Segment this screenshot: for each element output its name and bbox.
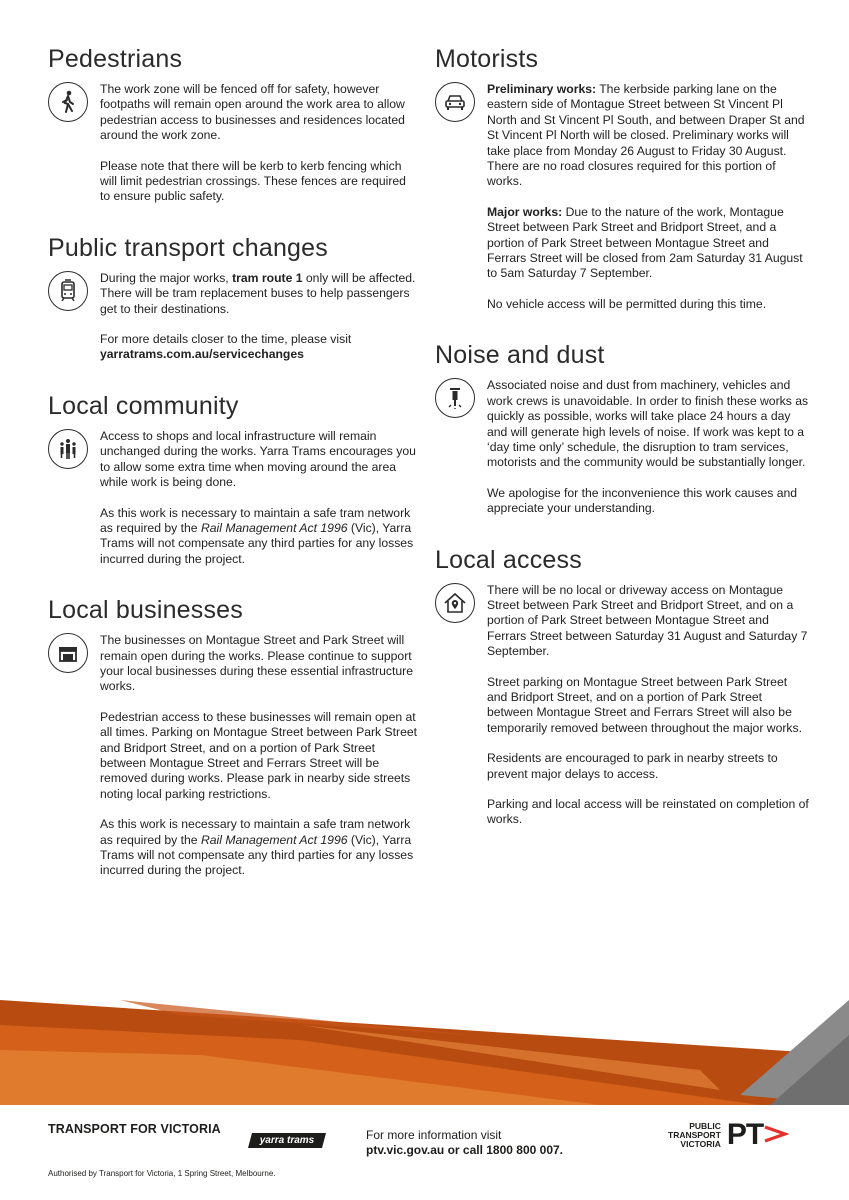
yarra-trams-logo: yarra trams	[248, 1133, 326, 1148]
paragraph: We apologise for the inconvenience this work causes and appreciate your understanding.	[487, 485, 798, 516]
decorative-band	[0, 995, 849, 1105]
paragraph: Major works: Due to the nature of the work, Montague Street between Park Street and Bridport Street, and a portion of Park Street between Montague Street and Ferrars Street will be closed from 2am Saturday 31 August to 5am Saturday 7 September.	[487, 204, 803, 281]
paragraph: During the major works, tram route 1 only will be affected. There will be tram replacement buses to help passengers get to their destinations.	[100, 270, 416, 316]
paragraph: Preliminary works: The kerbside parking lane on the eastern side of Montague Street between St Vincent Pl North and St Vincent Pl South, and between Draper St and St Vincent Pl North will be closed. Preliminary works will take place from Monday 26 August to Friday 30 August. There are no road closures required for this portion of works.	[487, 82, 805, 189]
contact-link[interactable]: ptv.vic.gov.au or call 1800 800 007.	[366, 1143, 563, 1157]
left-column	[48, 44, 418, 907]
paragraph: Please note that there will be kerb to kerb fencing which will limit pedestrian crossings. These fences are required to ensure public safety.	[100, 158, 406, 204]
local-community-section	[48, 391, 418, 567]
paragraph: Associated noise and dust from machinery, vehicles and work crews is unavoidable. In order to finish these works as quickly as possible, works will take place 24 hours a day and will generate high levels of noise. If work was kept to a ‘day time only’ schedule, the disruption to tram services, motorists and the community would be substantially longer.	[487, 378, 809, 470]
paragraph: Parking and local access will be reinstated on completion of works.	[487, 797, 809, 827]
paragraph: For more details closer to the time, please visit yarratrams.com.au/servicechanges	[100, 332, 352, 362]
shop-icon	[48, 633, 88, 673]
noise-dust-section	[435, 340, 810, 516]
transport-for-victoria-logo: TRANSPORT FOR VICTORIA	[48, 1122, 221, 1136]
pedestrians-section	[48, 44, 418, 205]
section-title: Local businesses	[48, 596, 243, 625]
section-title: Motorists	[435, 45, 539, 73]
paragraph: Pedestrian access to these businesses will remain open at all times. Parking on Montague Street between Park Street and Bridport Street, and on a portion of Park Street between Montague Street and Ferrars Street will be removed during works. Please park in nearby side streets noting local parking restrictions.	[100, 709, 418, 801]
paragraph: No vehicle access will be permitted during this time.	[487, 296, 767, 311]
ptv-logo: PUBLIC TRANSPORT VICTORIA PT	[668, 1118, 789, 1152]
paragraph: There will be no local or driveway access on Montague Street between Park Street and Bridport Street, and on a portion of Park Street between Montague Street and Ferrars Street between Saturday 31 August and Saturday 7 September.	[487, 582, 808, 659]
public-transport-section	[48, 233, 418, 363]
jackhammer-icon	[435, 378, 475, 418]
paragraph: Street parking on Montague Street between Park Street and Bridport Street, and on a portion of Park Street between Montague Street and Ferrars Street will also be temporarily removed between throughout the major works.	[487, 674, 802, 735]
local-businesses-section	[48, 595, 418, 879]
section-title: Local community	[48, 391, 239, 420]
local-access-section	[435, 545, 810, 828]
car-icon	[435, 82, 475, 122]
ptv-arrow-icon	[763, 1124, 789, 1146]
footer	[0, 1110, 849, 1200]
tram-icon	[48, 271, 88, 311]
section-title: Noise and dust	[435, 341, 605, 370]
contact-info: For more information visit ptv.vic.gov.au or call 1800 800 007.	[366, 1128, 563, 1157]
pedestrian-icon	[48, 82, 88, 122]
community-icon	[48, 429, 88, 469]
authorised-statement: Authorised by Transport for Victoria, 1 Spring Street, Melbourne.	[48, 1169, 276, 1178]
service-changes-link[interactable]: yarratrams.com.au/servicechanges	[100, 347, 304, 362]
right-column	[435, 44, 810, 856]
paragraph: The work zone will be fenced off for safety, however footpaths will remain open around the work area to allow pedestrian access to businesses and residences located around the work zone.	[100, 82, 405, 143]
section-title: Public transport changes	[48, 233, 328, 262]
paragraph: Residents are encouraged to park in nearby streets to prevent major delays to access.	[487, 751, 778, 781]
paragraph: The businesses on Montague Street and Park Street will remain open during the works. Please continue to support your local businesses during these essential infrastructure works.	[100, 633, 413, 694]
paragraph: Access to shops and local infrastructure will remain unchanged during the works. Yarra Trams encourages you to allow some extra time when moving around the area while work is being done.	[100, 428, 416, 490]
section-title: Pedestrians	[48, 45, 183, 73]
paragraph: As this work is necessary to maintain a safe tram network as required by the Rail Management Act 1996 (Vic), Yarra Trams will not compensate any third parties for any losses incurred during the project.	[100, 817, 414, 878]
paragraph: As this work is necessary to maintain a safe tram network as required by the Rail Management Act 1996 (Vic), Yarra Trams will not compensate any third parties for any losses incurred during the project.	[100, 505, 414, 566]
home-location-icon	[435, 583, 475, 623]
section-title: Local access	[435, 545, 582, 574]
motorists-section	[435, 44, 810, 312]
